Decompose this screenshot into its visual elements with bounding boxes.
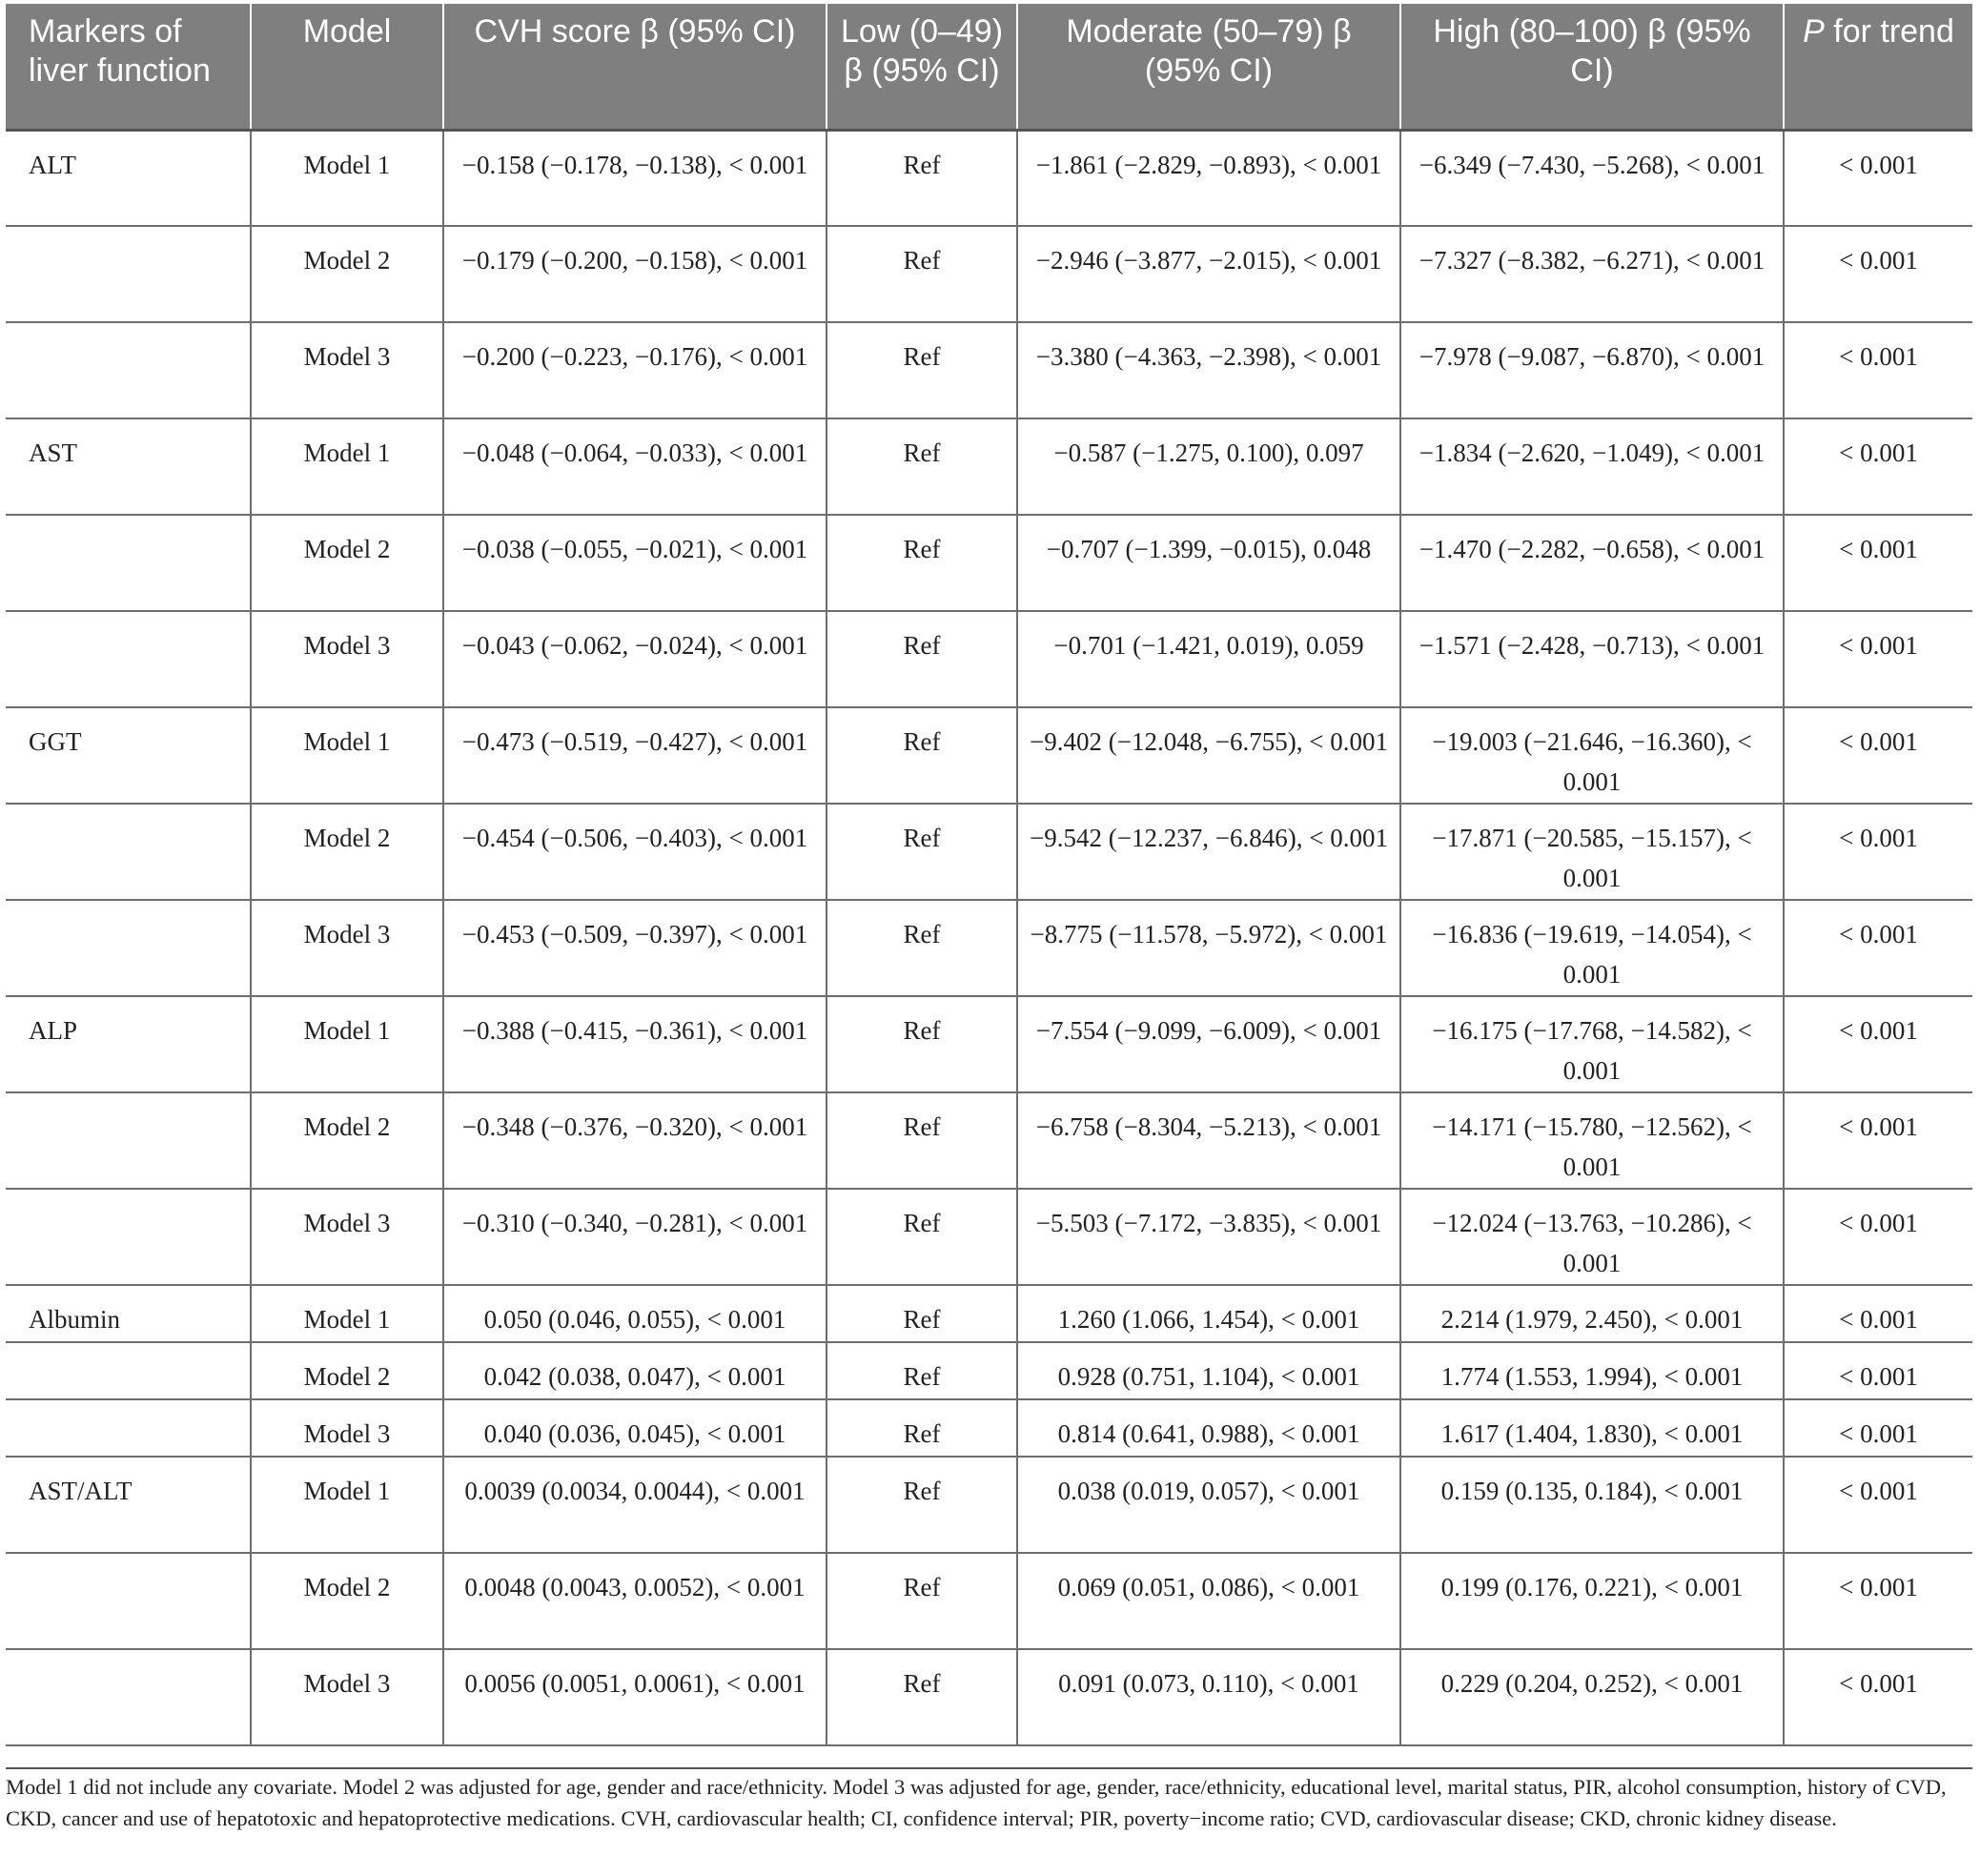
cell-moderate: 0.091 (0.073, 0.110), < 0.001	[1017, 1649, 1400, 1745]
cell-cvh-score: 0.050 (0.046, 0.055), < 0.001	[443, 1285, 827, 1342]
cell-high: 0.229 (0.204, 0.252), < 0.001	[1400, 1649, 1784, 1745]
cell-p-trend: < 0.001	[1784, 418, 1972, 515]
cell-model: Model 3	[251, 1399, 443, 1457]
cell-cvh-score: −0.388 (−0.415, −0.361), < 0.001	[443, 996, 827, 1092]
cell-high: −7.978 (−9.087, −6.870), < 0.001	[1400, 322, 1784, 418]
cell-moderate: −9.402 (−12.048, −6.755), < 0.001	[1017, 707, 1400, 804]
cell-moderate: −3.380 (−4.363, −2.398), < 0.001	[1017, 322, 1400, 418]
cell-marker	[6, 804, 251, 900]
table-row	[6, 130, 1972, 226]
cell-model: Model 1	[251, 996, 443, 1092]
cell-p-trend: < 0.001	[1784, 1553, 1972, 1649]
cell-p-trend: < 0.001	[1784, 1189, 1972, 1285]
cell-low: Ref	[827, 900, 1017, 996]
table-row	[6, 1342, 1972, 1399]
table-row	[6, 1092, 1972, 1189]
cell-model: Model 3	[251, 900, 443, 996]
cell-low: Ref	[827, 1285, 1017, 1342]
cell-p-trend: < 0.001	[1784, 1649, 1972, 1745]
cell-cvh-score: −0.200 (−0.223, −0.176), < 0.001	[443, 322, 827, 418]
cell-high: 0.199 (0.176, 0.221), < 0.001	[1400, 1553, 1784, 1649]
cell-cvh-score: 0.0048 (0.0043, 0.0052), < 0.001	[443, 1553, 827, 1649]
cell-moderate: −0.707 (−1.399, −0.015), 0.048	[1017, 515, 1400, 611]
cell-cvh-score: −0.310 (−0.340, −0.281), < 0.001	[443, 1189, 827, 1285]
table-body	[6, 130, 1972, 1745]
cell-low: Ref	[827, 1342, 1017, 1399]
table-footnote: Model 1 did not include any covariate. Model 2 was adjusted for age, gender and race/ethnicity. Model 3 was adjusted for age, gender, race/ethnicity, educational level, marital status, PIR, alcohol consumption, history of CVD, CKD, cancer and use of hepatotoxic and hepatoprotective medications. CVH, cardiovascular health; CI, confidence interval; PIR, poverty−income ratio; CVD, cardiovascular disease; CKD, chronic kidney disease.	[6, 1767, 1972, 1834]
cell-cvh-score: −0.043 (−0.062, −0.024), < 0.001	[443, 611, 827, 707]
cell-marker: ALP	[6, 996, 251, 1092]
header-high: High (80–100) β (95% CI)	[1400, 4, 1784, 130]
cell-low: Ref	[827, 996, 1017, 1092]
cell-moderate: 0.928 (0.751, 1.104), < 0.001	[1017, 1342, 1400, 1399]
table-row	[6, 804, 1972, 900]
cell-marker	[6, 1342, 251, 1399]
table-row	[6, 1553, 1972, 1649]
cell-cvh-score: −0.348 (−0.376, −0.320), < 0.001	[443, 1092, 827, 1189]
cell-high: 0.159 (0.135, 0.184), < 0.001	[1400, 1457, 1784, 1553]
cell-high: −12.024 (−13.763, −10.286), < 0.001	[1400, 1189, 1784, 1285]
cell-cvh-score: 0.0039 (0.0034, 0.0044), < 0.001	[443, 1457, 827, 1553]
cell-moderate: 0.038 (0.019, 0.057), < 0.001	[1017, 1457, 1400, 1553]
cell-high: 1.774 (1.553, 1.994), < 0.001	[1400, 1342, 1784, 1399]
cell-cvh-score: −0.473 (−0.519, −0.427), < 0.001	[443, 707, 827, 804]
cell-moderate: 0.069 (0.051, 0.086), < 0.001	[1017, 1553, 1400, 1649]
cell-model: Model 1	[251, 707, 443, 804]
cell-high: −16.175 (−17.768, −14.582), < 0.001	[1400, 996, 1784, 1092]
cell-model: Model 2	[251, 1553, 443, 1649]
cell-cvh-score: −0.453 (−0.509, −0.397), < 0.001	[443, 900, 827, 996]
cell-low: Ref	[827, 707, 1017, 804]
header-cvh-score: CVH score β (95% CI)	[443, 4, 827, 130]
cell-moderate: −7.554 (−9.099, −6.009), < 0.001	[1017, 996, 1400, 1092]
cell-p-trend: < 0.001	[1784, 804, 1972, 900]
cell-model: Model 1	[251, 1457, 443, 1553]
cell-p-trend: < 0.001	[1784, 130, 1972, 226]
cell-cvh-score: 0.0056 (0.0051, 0.0061), < 0.001	[443, 1649, 827, 1745]
header-moderate: Moderate (50–79) β (95% CI)	[1017, 4, 1400, 130]
cell-cvh-score: −0.454 (−0.506, −0.403), < 0.001	[443, 804, 827, 900]
cell-p-trend: < 0.001	[1784, 611, 1972, 707]
cell-model: Model 1	[251, 1285, 443, 1342]
cell-moderate: 0.814 (0.641, 0.988), < 0.001	[1017, 1399, 1400, 1457]
cell-model: Model 3	[251, 611, 443, 707]
results-table-container	[6, 4, 1972, 1746]
cell-p-trend: < 0.001	[1784, 1457, 1972, 1553]
cell-marker	[6, 322, 251, 418]
cell-low: Ref	[827, 1649, 1017, 1745]
cell-marker	[6, 226, 251, 322]
cell-model: Model 2	[251, 804, 443, 900]
cell-moderate: −0.587 (−1.275, 0.100), 0.097	[1017, 418, 1400, 515]
header-row	[6, 4, 1972, 130]
cell-p-trend: < 0.001	[1784, 1092, 1972, 1189]
cell-cvh-score: −0.038 (−0.055, −0.021), < 0.001	[443, 515, 827, 611]
table-row	[6, 515, 1972, 611]
cell-low: Ref	[827, 130, 1017, 226]
cell-high: −14.171 (−15.780, −12.562), < 0.001	[1400, 1092, 1784, 1189]
cell-model: Model 1	[251, 130, 443, 226]
cell-low: Ref	[827, 515, 1017, 611]
table-row	[6, 1285, 1972, 1342]
header-model: Model	[251, 4, 443, 130]
cell-model: Model 2	[251, 226, 443, 322]
cell-marker: Albumin	[6, 1285, 251, 1342]
cell-marker	[6, 1189, 251, 1285]
cell-low: Ref	[827, 322, 1017, 418]
header-marker: Markers of liver function	[6, 4, 251, 130]
cell-p-trend: < 0.001	[1784, 996, 1972, 1092]
results-table	[6, 4, 1972, 1746]
cell-marker	[6, 900, 251, 996]
cell-high: −19.003 (−21.646, −16.360), < 0.001	[1400, 707, 1784, 804]
cell-marker	[6, 1399, 251, 1457]
cell-p-trend: < 0.001	[1784, 1285, 1972, 1342]
cell-low: Ref	[827, 1457, 1017, 1553]
table-row	[6, 226, 1972, 322]
cell-high: −16.836 (−19.619, −14.054), < 0.001	[1400, 900, 1784, 996]
cell-model: Model 1	[251, 418, 443, 515]
cell-low: Ref	[827, 418, 1017, 515]
cell-cvh-score: 0.040 (0.036, 0.045), < 0.001	[443, 1399, 827, 1457]
cell-p-trend: < 0.001	[1784, 1399, 1972, 1457]
cell-model: Model 2	[251, 1342, 443, 1399]
cell-low: Ref	[827, 804, 1017, 900]
cell-marker	[6, 515, 251, 611]
cell-high: −1.834 (−2.620, −1.049), < 0.001	[1400, 418, 1784, 515]
cell-marker	[6, 1092, 251, 1189]
cell-marker	[6, 1553, 251, 1649]
table-row	[6, 418, 1972, 515]
cell-high: 2.214 (1.979, 2.450), < 0.001	[1400, 1285, 1784, 1342]
cell-p-trend: < 0.001	[1784, 322, 1972, 418]
cell-low: Ref	[827, 1189, 1017, 1285]
cell-low: Ref	[827, 1553, 1017, 1649]
cell-p-trend: < 0.001	[1784, 226, 1972, 322]
cell-moderate: −1.861 (−2.829, −0.893), < 0.001	[1017, 130, 1400, 226]
cell-p-trend: < 0.001	[1784, 1342, 1972, 1399]
cell-p-trend: < 0.001	[1784, 707, 1972, 804]
table-row	[6, 1457, 1972, 1553]
table-row	[6, 707, 1972, 804]
cell-moderate: 1.260 (1.066, 1.454), < 0.001	[1017, 1285, 1400, 1342]
header-p-for-trend	[1784, 4, 1972, 130]
table-row	[6, 1399, 1972, 1457]
cell-marker	[6, 611, 251, 707]
cell-low: Ref	[827, 1399, 1017, 1457]
cell-marker	[6, 1649, 251, 1745]
cell-model: Model 2	[251, 1092, 443, 1189]
table-row	[6, 996, 1972, 1092]
header-p-italic: P	[1803, 13, 1825, 50]
table-row	[6, 611, 1972, 707]
cell-moderate: −8.775 (−11.578, −5.972), < 0.001	[1017, 900, 1400, 996]
cell-high: −1.571 (−2.428, −0.713), < 0.001	[1400, 611, 1784, 707]
table-row	[6, 1649, 1972, 1745]
cell-moderate: −5.503 (−7.172, −3.835), < 0.001	[1017, 1189, 1400, 1285]
cell-model: Model 2	[251, 515, 443, 611]
cell-high: −6.349 (−7.430, −5.268), < 0.001	[1400, 130, 1784, 226]
cell-moderate: −9.542 (−12.237, −6.846), < 0.001	[1017, 804, 1400, 900]
cell-moderate: −0.701 (−1.421, 0.019), 0.059	[1017, 611, 1400, 707]
cell-high: −1.470 (−2.282, −0.658), < 0.001	[1400, 515, 1784, 611]
cell-model: Model 3	[251, 1189, 443, 1285]
cell-high: −17.871 (−20.585, −15.157), < 0.001	[1400, 804, 1784, 900]
table-row	[6, 322, 1972, 418]
cell-model: Model 3	[251, 1649, 443, 1745]
cell-marker: AST/ALT	[6, 1457, 251, 1553]
cell-cvh-score: 0.042 (0.038, 0.047), < 0.001	[443, 1342, 827, 1399]
table-header	[6, 4, 1972, 130]
cell-cvh-score: −0.048 (−0.064, −0.033), < 0.001	[443, 418, 827, 515]
table-row	[6, 900, 1972, 996]
cell-low: Ref	[827, 611, 1017, 707]
table-row	[6, 1189, 1972, 1285]
cell-model: Model 3	[251, 322, 443, 418]
cell-high: 1.617 (1.404, 1.830), < 0.001	[1400, 1399, 1784, 1457]
cell-moderate: −6.758 (−8.304, −5.213), < 0.001	[1017, 1092, 1400, 1189]
cell-low: Ref	[827, 226, 1017, 322]
cell-moderate: −2.946 (−3.877, −2.015), < 0.001	[1017, 226, 1400, 322]
cell-p-trend: < 0.001	[1784, 515, 1972, 611]
cell-marker: AST	[6, 418, 251, 515]
cell-cvh-score: −0.158 (−0.178, −0.138), < 0.001	[443, 130, 827, 226]
cell-low: Ref	[827, 1092, 1017, 1189]
cell-marker: GGT	[6, 707, 251, 804]
cell-cvh-score: −0.179 (−0.200, −0.158), < 0.001	[443, 226, 827, 322]
cell-marker: ALT	[6, 130, 251, 226]
cell-high: −7.327 (−8.382, −6.271), < 0.001	[1400, 226, 1784, 322]
header-p-rest: for trend	[1824, 13, 1954, 50]
header-low: Low (0–49) β (95% CI)	[827, 4, 1017, 130]
cell-p-trend: < 0.001	[1784, 900, 1972, 996]
